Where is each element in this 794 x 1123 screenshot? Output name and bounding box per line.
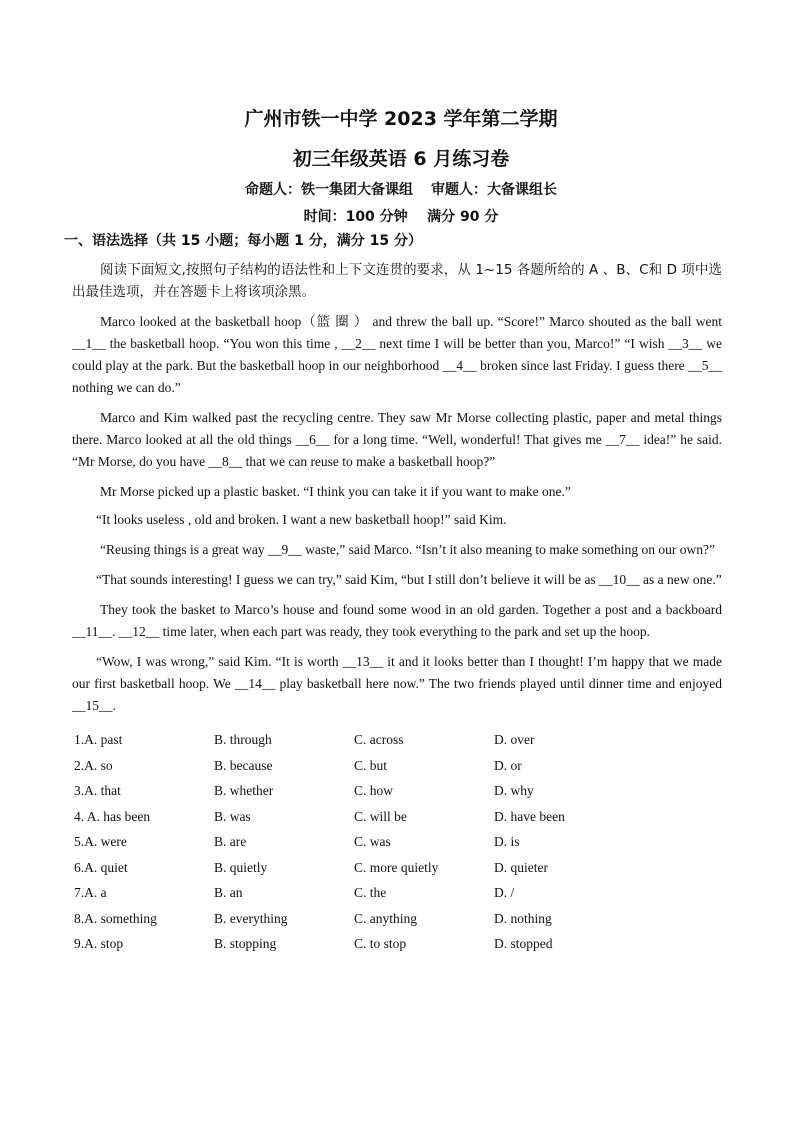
option-d: D. nothing [494, 910, 552, 926]
exam-subtitle: 初三年级英语 6 月练习卷 [292, 148, 510, 170]
option-b: B. are [214, 834, 247, 849]
option-row [72, 906, 722, 932]
option-a: 9.A. stop [74, 936, 124, 951]
option-d: D. is [494, 834, 520, 849]
option-b: B. was [214, 808, 251, 824]
exam-title: 广州市铁一中学 2023 学年第二学期 [244, 108, 558, 130]
option-b: B. through [214, 732, 272, 747]
option-b: B. quietly [214, 859, 268, 875]
option-d: D. / [494, 885, 515, 900]
passage-paragraph: “Wow, I was wrong,” said Kim. “It is worth __13__ it and it looks better than I thought! I’m happy that we made our first basketball hoop. We __14__ play basketball here now.” The two friends played until dinner time and enjoyed __15__. [72, 654, 722, 713]
option-row [72, 931, 722, 957]
option-row [72, 880, 722, 906]
passage-paragraph: “Reusing things is a great way __9__ waste,” said Marco. “Isn’t it also meaning to make something on our own?” [100, 542, 715, 557]
passage [72, 311, 722, 717]
option-c: C. will be [354, 808, 407, 824]
option-row [72, 829, 722, 855]
option-a: 1.A. past [74, 732, 123, 747]
exam-time-score: 时间：100 分钟 满分 90 分 [303, 209, 499, 225]
option-d: D. quieter [494, 859, 548, 875]
option-a: 4. A. has been [74, 808, 151, 824]
option-d: D. over [494, 732, 535, 747]
option-a: 7.A. a [74, 885, 107, 900]
option-row [72, 855, 722, 881]
option-c: C. to stop [354, 936, 407, 951]
option-a: 3.A. that [74, 783, 121, 798]
option-c: C. but [354, 757, 388, 773]
passage-paragraph: “That sounds interesting! I guess we can try,” said Kim, “but I still don’t believe it will be as __10__ as a new one.” [96, 572, 722, 587]
passage-paragraph: “It looks useless , old and broken. I want a new basketball hoop!” said Kim. [96, 512, 507, 527]
exam-page [64, 100, 722, 957]
option-b: B. everything [214, 910, 288, 926]
option-b: B. an [214, 885, 243, 900]
section-instruction: 阅读下面短文,按照句子结构的语法性和上下文连贯的要求，从 1~15 各题所给的 A 、B、C和 D 项中选出最佳选项，并在答题卡上将该项涂黑。 [72, 262, 722, 300]
option-c: C. anything [354, 910, 417, 926]
passage-paragraph: They took the basket to Marco’s house and found some wood in an old garden. Together a post and a backboard __11__. __12__ time later, when each part was ready, they took everything to the park and set up the hoop. [72, 602, 722, 639]
option-c: C. was [354, 834, 391, 849]
section-heading: 一、语法选择（共 15 小题；每小题 1 分，满分 15 分） [64, 233, 422, 249]
option-d: D. why [494, 783, 534, 798]
option-a: 5.A. were [74, 834, 127, 849]
option-row [72, 727, 722, 753]
option-row [72, 753, 722, 779]
setter-text: 命题人：铁一集团大备课组 [245, 182, 413, 198]
option-d: D. stopped [494, 936, 553, 951]
option-c: C. more quietly [354, 859, 439, 875]
option-a: 2.A. so [74, 757, 113, 773]
option-a: 6.A. quiet [74, 859, 128, 875]
option-c: C. across [354, 732, 404, 747]
reviewer-text: 审题人：大备课组长 [431, 182, 557, 198]
option-a: 8.A. something [74, 910, 157, 926]
passage-paragraph: Marco and Kim walked past the recycling centre. They saw Mr Morse collecting plastic, paper and metal things there. Marco looked at all the old things __6__ for a long time. “Well, wonderful! That gives me __7__ idea!” he said. “Mr Morse, do you have __8__ that we can reuse to make a basketball hoop?” [72, 410, 722, 469]
option-b: B. because [214, 757, 273, 773]
option-d: D. or [494, 757, 522, 773]
option-b: B. stopping [214, 936, 277, 951]
exam-authors [80, 180, 722, 200]
option-row [72, 804, 722, 830]
option-row [72, 778, 722, 804]
option-b: B. whether [214, 783, 274, 798]
option-c: C. how [354, 783, 394, 798]
passage-paragraph: Marco looked at the basketball hoop（篮 圈 ） and threw the ball up. “Score!” Marco shouted as the ball went __1__ the basketball hoop. “You won this time , __2__ next time I will be better than you, Marco!” “I wish __3__ we could play at the park. But the basketball hoop in our neighborhood __4__ broken since last Friday. I guess there __5__ nothing we can do.” [72, 314, 722, 395]
passage-paragraph: Mr Morse picked up a plastic basket. “I think you can take it if you want to make one.” [100, 484, 571, 499]
option-d: D. have been [494, 808, 565, 824]
option-c: C. the [354, 885, 387, 900]
answer-options [72, 727, 722, 957]
